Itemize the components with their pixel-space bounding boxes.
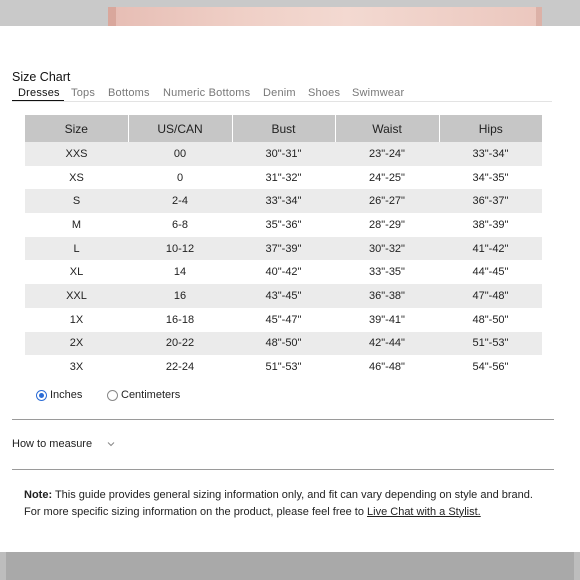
- cell-waist: 30"-32": [335, 237, 439, 261]
- cell-size: XXS: [25, 142, 128, 166]
- cell-size: XL: [25, 260, 128, 284]
- sizing-note: [24, 487, 544, 520]
- inches-radio[interactable]: [36, 390, 47, 401]
- centimeters-label[interactable]: Centimeters: [121, 389, 181, 401]
- column-header-bust: Bust: [232, 115, 335, 142]
- table-row: [25, 166, 542, 190]
- cell-waist: 42"-44": [335, 332, 439, 356]
- cell-size: XS: [25, 166, 128, 190]
- table-row: [25, 332, 542, 356]
- divider: [12, 469, 554, 470]
- cell-us-can: 20-22: [128, 332, 232, 356]
- column-header-waist: Waist: [335, 115, 439, 142]
- cell-hips: 47"-48": [439, 284, 542, 308]
- cell-bust: 48"-50": [232, 332, 335, 356]
- note-prefix: Note:: [24, 489, 53, 501]
- cell-size: 3X: [25, 355, 128, 379]
- cell-bust: 30"-31": [232, 142, 335, 166]
- cell-waist: 39"-41": [335, 308, 439, 332]
- cell-hips: 33"-34": [439, 142, 542, 166]
- cell-size: 2X: [25, 332, 128, 356]
- column-header-us-can: US/CAN: [128, 115, 232, 142]
- cell-hips: 51"-53": [439, 332, 542, 356]
- cell-bust: 37"-39": [232, 237, 335, 261]
- page-footer-band: [6, 552, 574, 580]
- cell-hips: 48"-50": [439, 308, 542, 332]
- column-header-hips: Hips: [439, 115, 542, 142]
- cell-bust: 33"-34": [232, 189, 335, 213]
- tab-denim[interactable]: Denim: [263, 87, 296, 99]
- cell-us-can: 14: [128, 260, 232, 284]
- table-row: [25, 260, 542, 284]
- cell-us-can: 10-12: [128, 237, 232, 261]
- cell-waist: 46"-48": [335, 355, 439, 379]
- chevron-down-icon[interactable]: [106, 440, 116, 448]
- cell-waist: 23"-24": [335, 142, 439, 166]
- cell-waist: 26"-27": [335, 189, 439, 213]
- product-photo-crop: [108, 7, 542, 26]
- cell-size: L: [25, 237, 128, 261]
- divider: [12, 419, 554, 420]
- cell-size: S: [25, 189, 128, 213]
- note-body: This guide provides general sizing information only, and fit can vary depending on style and brand. For more specific sizing information on the product, please feel free to: [24, 489, 533, 518]
- cell-waist: 36"-38": [335, 284, 439, 308]
- cell-hips: 38"-39": [439, 213, 542, 237]
- tabs-divider: [12, 101, 552, 102]
- cell-waist: 33"-35": [335, 260, 439, 284]
- table-row: [25, 189, 542, 213]
- cell-bust: 51"-53": [232, 355, 335, 379]
- cell-hips: 41"-42": [439, 237, 542, 261]
- cell-bust: 43"-45": [232, 284, 335, 308]
- column-header-size: Size: [25, 115, 128, 142]
- tab-dresses[interactable]: Dresses: [12, 87, 64, 101]
- cell-us-can: 00: [128, 142, 232, 166]
- inches-label[interactable]: Inches: [50, 389, 83, 401]
- cell-us-can: 0: [128, 166, 232, 190]
- cell-bust: 35"-36": [232, 213, 335, 237]
- cell-bust: 40"-42": [232, 260, 335, 284]
- cell-us-can: 6-8: [128, 213, 232, 237]
- live-chat-link[interactable]: Live Chat with a Stylist.: [367, 505, 481, 518]
- table-row: [25, 213, 542, 237]
- cell-us-can: 16: [128, 284, 232, 308]
- cell-waist: 28"-29": [335, 213, 439, 237]
- cell-hips: 36"-37": [439, 189, 542, 213]
- cell-hips: 54"-56": [439, 355, 542, 379]
- table-row: [25, 237, 542, 261]
- cell-us-can: 22-24: [128, 355, 232, 379]
- cell-bust: 45"-47": [232, 308, 335, 332]
- size-chart-title: Size Chart: [12, 70, 71, 84]
- cell-bust: 31"-32": [232, 166, 335, 190]
- cell-waist: 24"-25": [335, 166, 439, 190]
- product-image-strip-top: [0, 0, 580, 26]
- cell-size: M: [25, 213, 128, 237]
- table-row: [25, 308, 542, 332]
- how-to-measure-toggle[interactable]: How to measure: [12, 438, 93, 450]
- tab-swimwear[interactable]: Swimwear: [352, 87, 405, 99]
- table-row: [25, 355, 542, 379]
- tab-bottoms[interactable]: Bottoms: [108, 87, 150, 99]
- tab-numeric-bottoms[interactable]: Numeric Bottoms: [163, 87, 251, 99]
- table-row: [25, 284, 542, 308]
- tab-tops[interactable]: Tops: [71, 87, 96, 99]
- cell-us-can: 2-4: [128, 189, 232, 213]
- table-row: [25, 142, 542, 166]
- cell-size: XXL: [25, 284, 128, 308]
- table-header-row: [25, 115, 542, 142]
- cell-us-can: 16-18: [128, 308, 232, 332]
- cell-size: 1X: [25, 308, 128, 332]
- tab-shoes[interactable]: Shoes: [308, 87, 341, 99]
- centimeters-radio[interactable]: [107, 390, 118, 401]
- cell-hips: 44"-45": [439, 260, 542, 284]
- cell-hips: 34"-35": [439, 166, 542, 190]
- size-chart-table: [25, 115, 542, 379]
